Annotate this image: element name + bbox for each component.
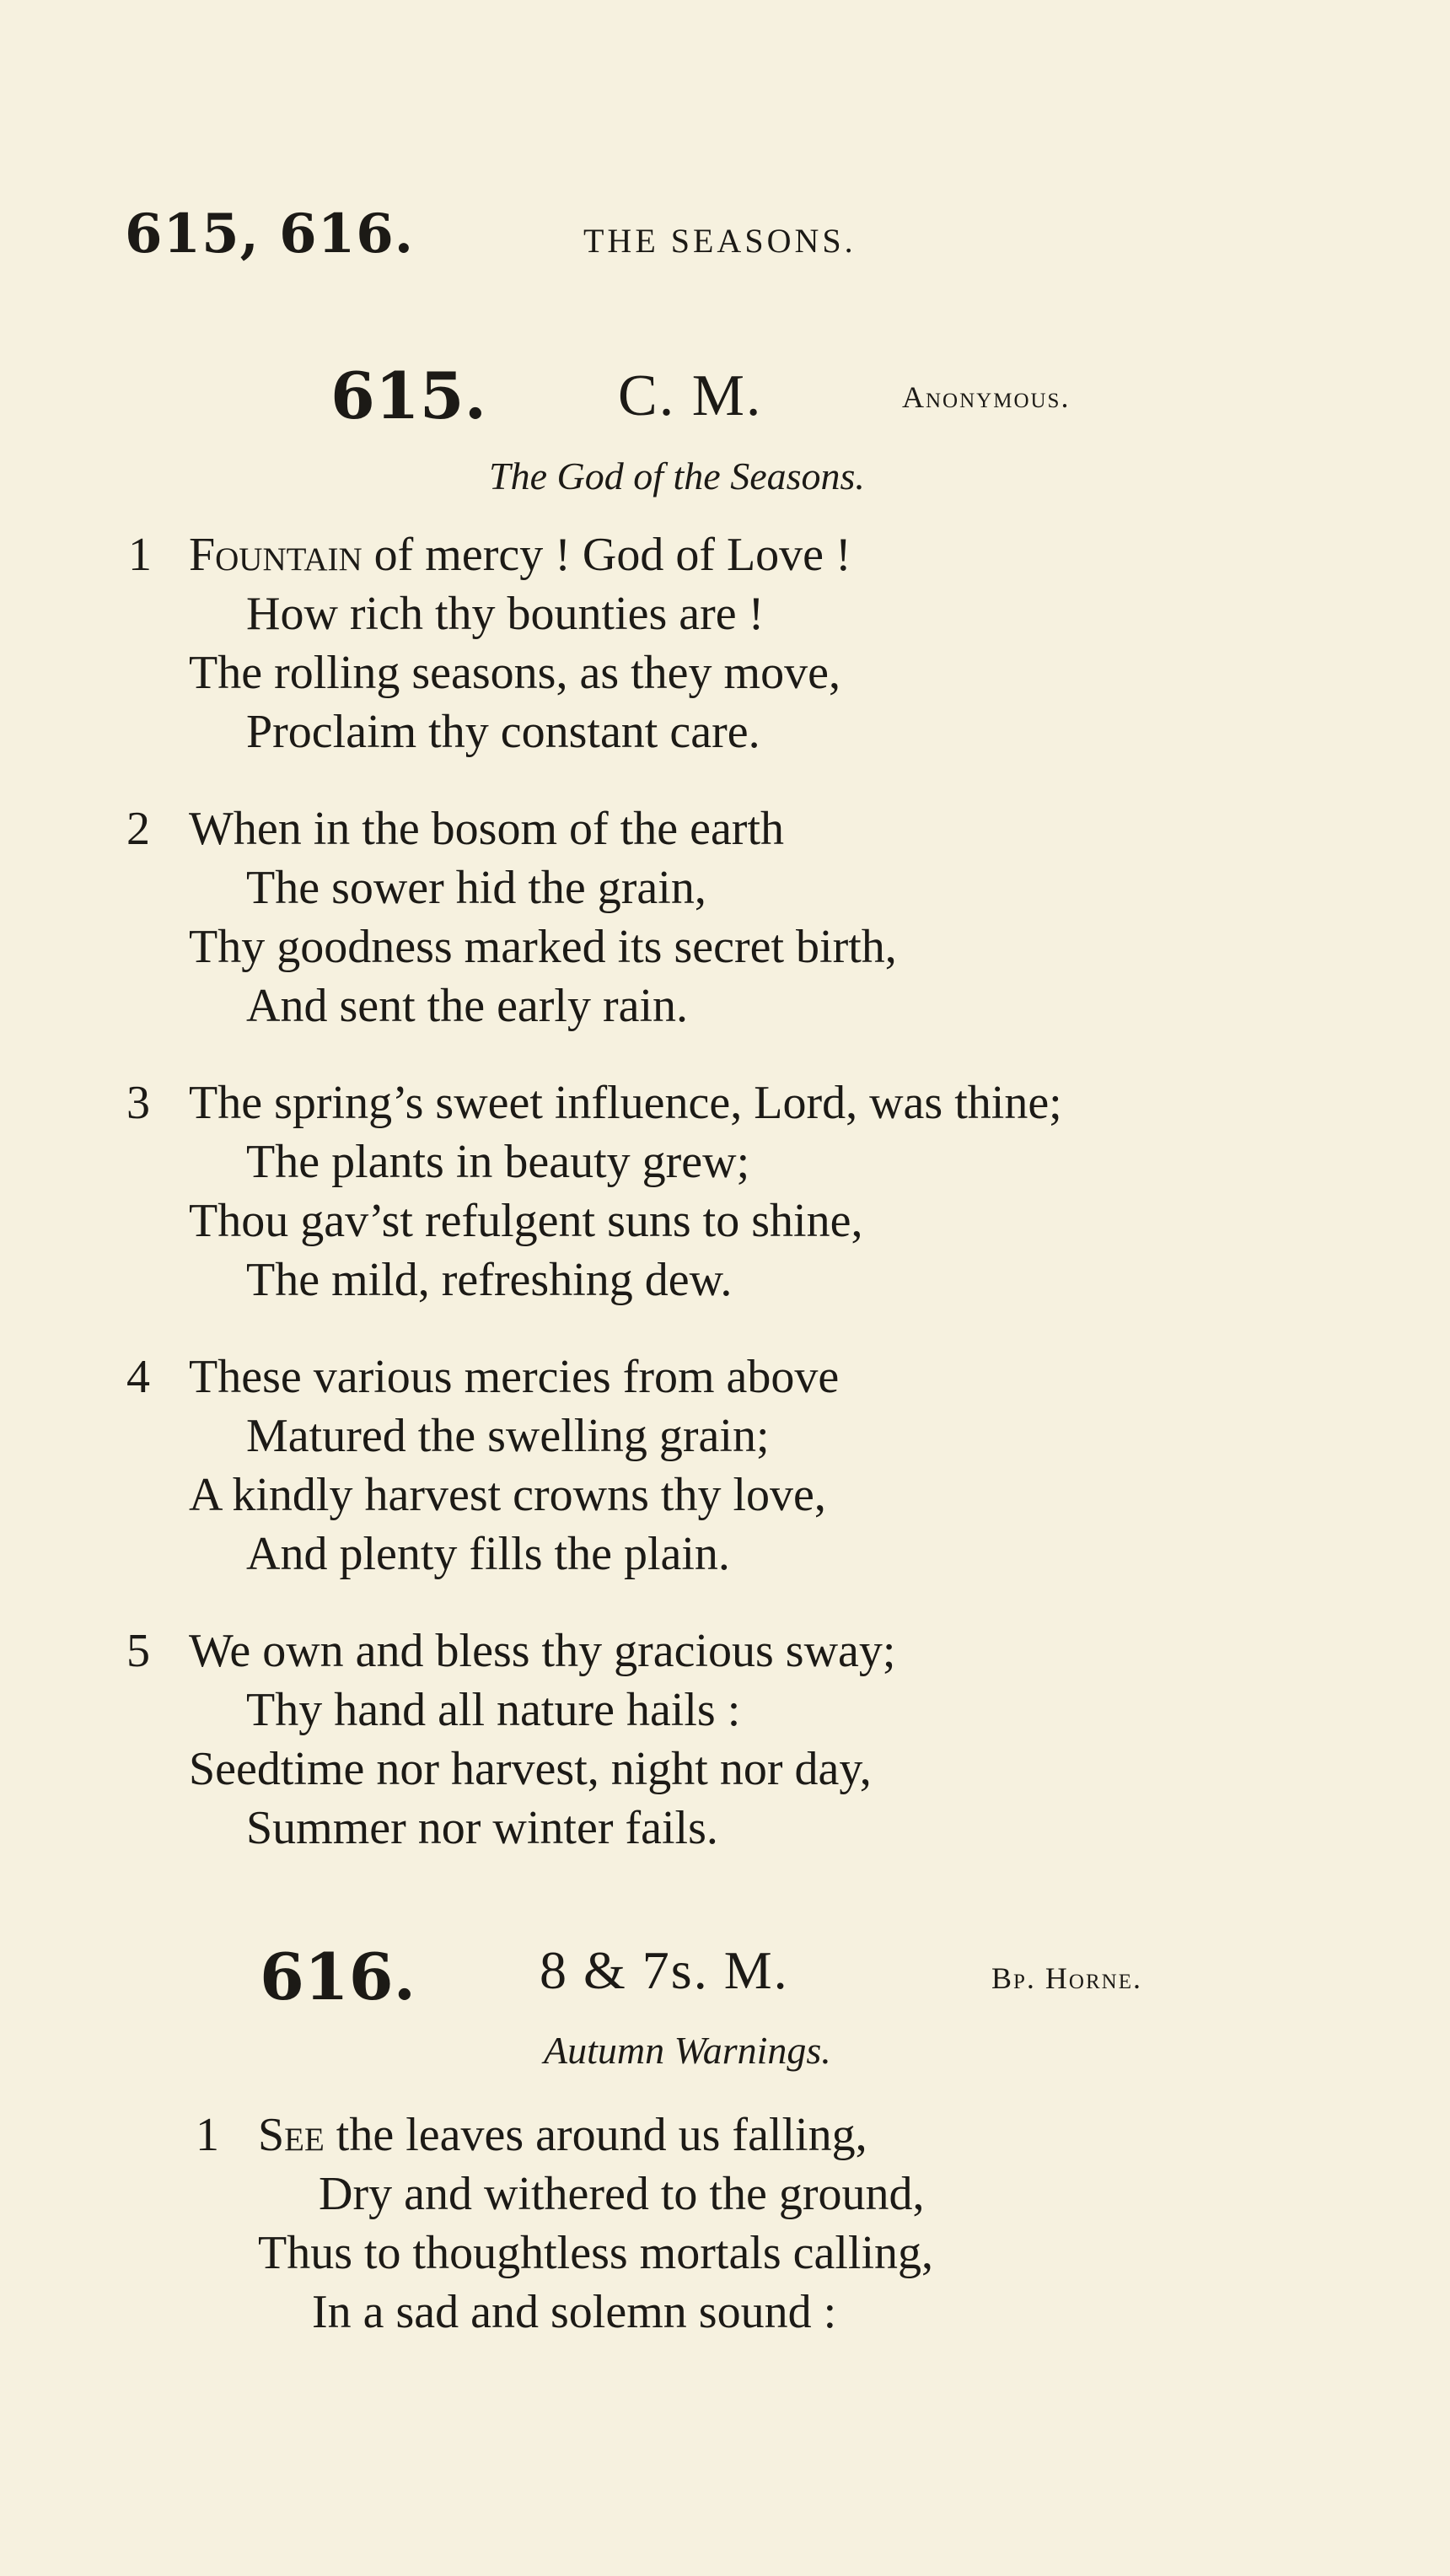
verse-line xyxy=(189,528,851,582)
verse-line: Summer nor winter fails. xyxy=(246,1802,718,1854)
verse-line: The rolling seasons, as they move, xyxy=(189,647,840,699)
verse-line: And plenty fills the plain. xyxy=(246,1528,730,1580)
verse-line: Matured the swelling grain; xyxy=(246,1410,770,1462)
verse-line: In a sad and solemn sound : xyxy=(312,2286,837,2338)
hymn-615-meter: C. M. xyxy=(618,363,763,428)
hymn-615-number: 615. xyxy=(330,358,487,433)
verse-line: A kindly harvest crowns thy love, xyxy=(189,1469,826,1521)
verse-number: 1 xyxy=(128,529,152,581)
verse-number: 5 xyxy=(126,1625,150,1677)
hymn-616-subtitle: Autumn Warnings. xyxy=(544,2029,831,2072)
verse-number: 2 xyxy=(126,803,150,855)
verse-first-word: Fountain xyxy=(189,529,362,581)
verse-line: The mild, refreshing dew. xyxy=(246,1254,733,1306)
verse-line: How rich thy bounties are ! xyxy=(246,588,765,640)
hymn-615-author xyxy=(902,379,1070,415)
hymn-615-author-text: Anonymous. xyxy=(902,380,1071,414)
page-header-numbers: 615, 616. xyxy=(125,202,415,266)
verse-first-word: See xyxy=(258,2109,325,2161)
hymn-616-author: Bp. Horne. xyxy=(991,1961,1142,1995)
hymn-615-subtitle: The God of the Seasons. xyxy=(489,454,865,497)
verse-line: The plants in beauty grew; xyxy=(246,1136,750,1188)
page-header-title: THE SEASONS. xyxy=(583,222,857,260)
verse-line: We own and bless thy gracious sway; xyxy=(189,1625,896,1677)
verse-line: Thy hand all nature hails : xyxy=(246,1684,741,1736)
verse-line: When in the bosom of the earth xyxy=(189,803,785,855)
verse-line: And sent the early rain. xyxy=(246,980,689,1032)
verse-number: 3 xyxy=(126,1077,150,1129)
hymn-616-number: 616. xyxy=(260,1939,416,2014)
verse-line: Thus to thoughtless mortals calling, xyxy=(258,2227,934,2279)
hymn-616-meter: 8 & 7s. M. xyxy=(540,1940,789,2000)
verse-line: Proclaim thy constant care. xyxy=(246,706,760,758)
verse-line: Thy goodness marked its secret birth, xyxy=(189,921,897,973)
verse-line: The sower hid the grain, xyxy=(246,862,706,914)
verse-line: These various mercies from above xyxy=(189,1351,840,1403)
verse-line: The spring’s sweet influence, Lord, was thine; xyxy=(189,1077,1062,1129)
verse-line: Seedtime nor harvest, night nor day, xyxy=(189,1743,872,1795)
verse-number: 4 xyxy=(126,1351,150,1403)
verse-line-rest: the leaves around us falling, xyxy=(324,2109,867,2161)
verse-line xyxy=(258,2108,867,2162)
verse-number: 1 xyxy=(196,2109,219,2161)
verse-line-rest: of mercy ! God of Love ! xyxy=(362,529,851,581)
verse-line: Thou gav’st refulgent suns to shine, xyxy=(189,1195,863,1247)
verse-line: Dry and withered to the ground, xyxy=(319,2168,925,2220)
